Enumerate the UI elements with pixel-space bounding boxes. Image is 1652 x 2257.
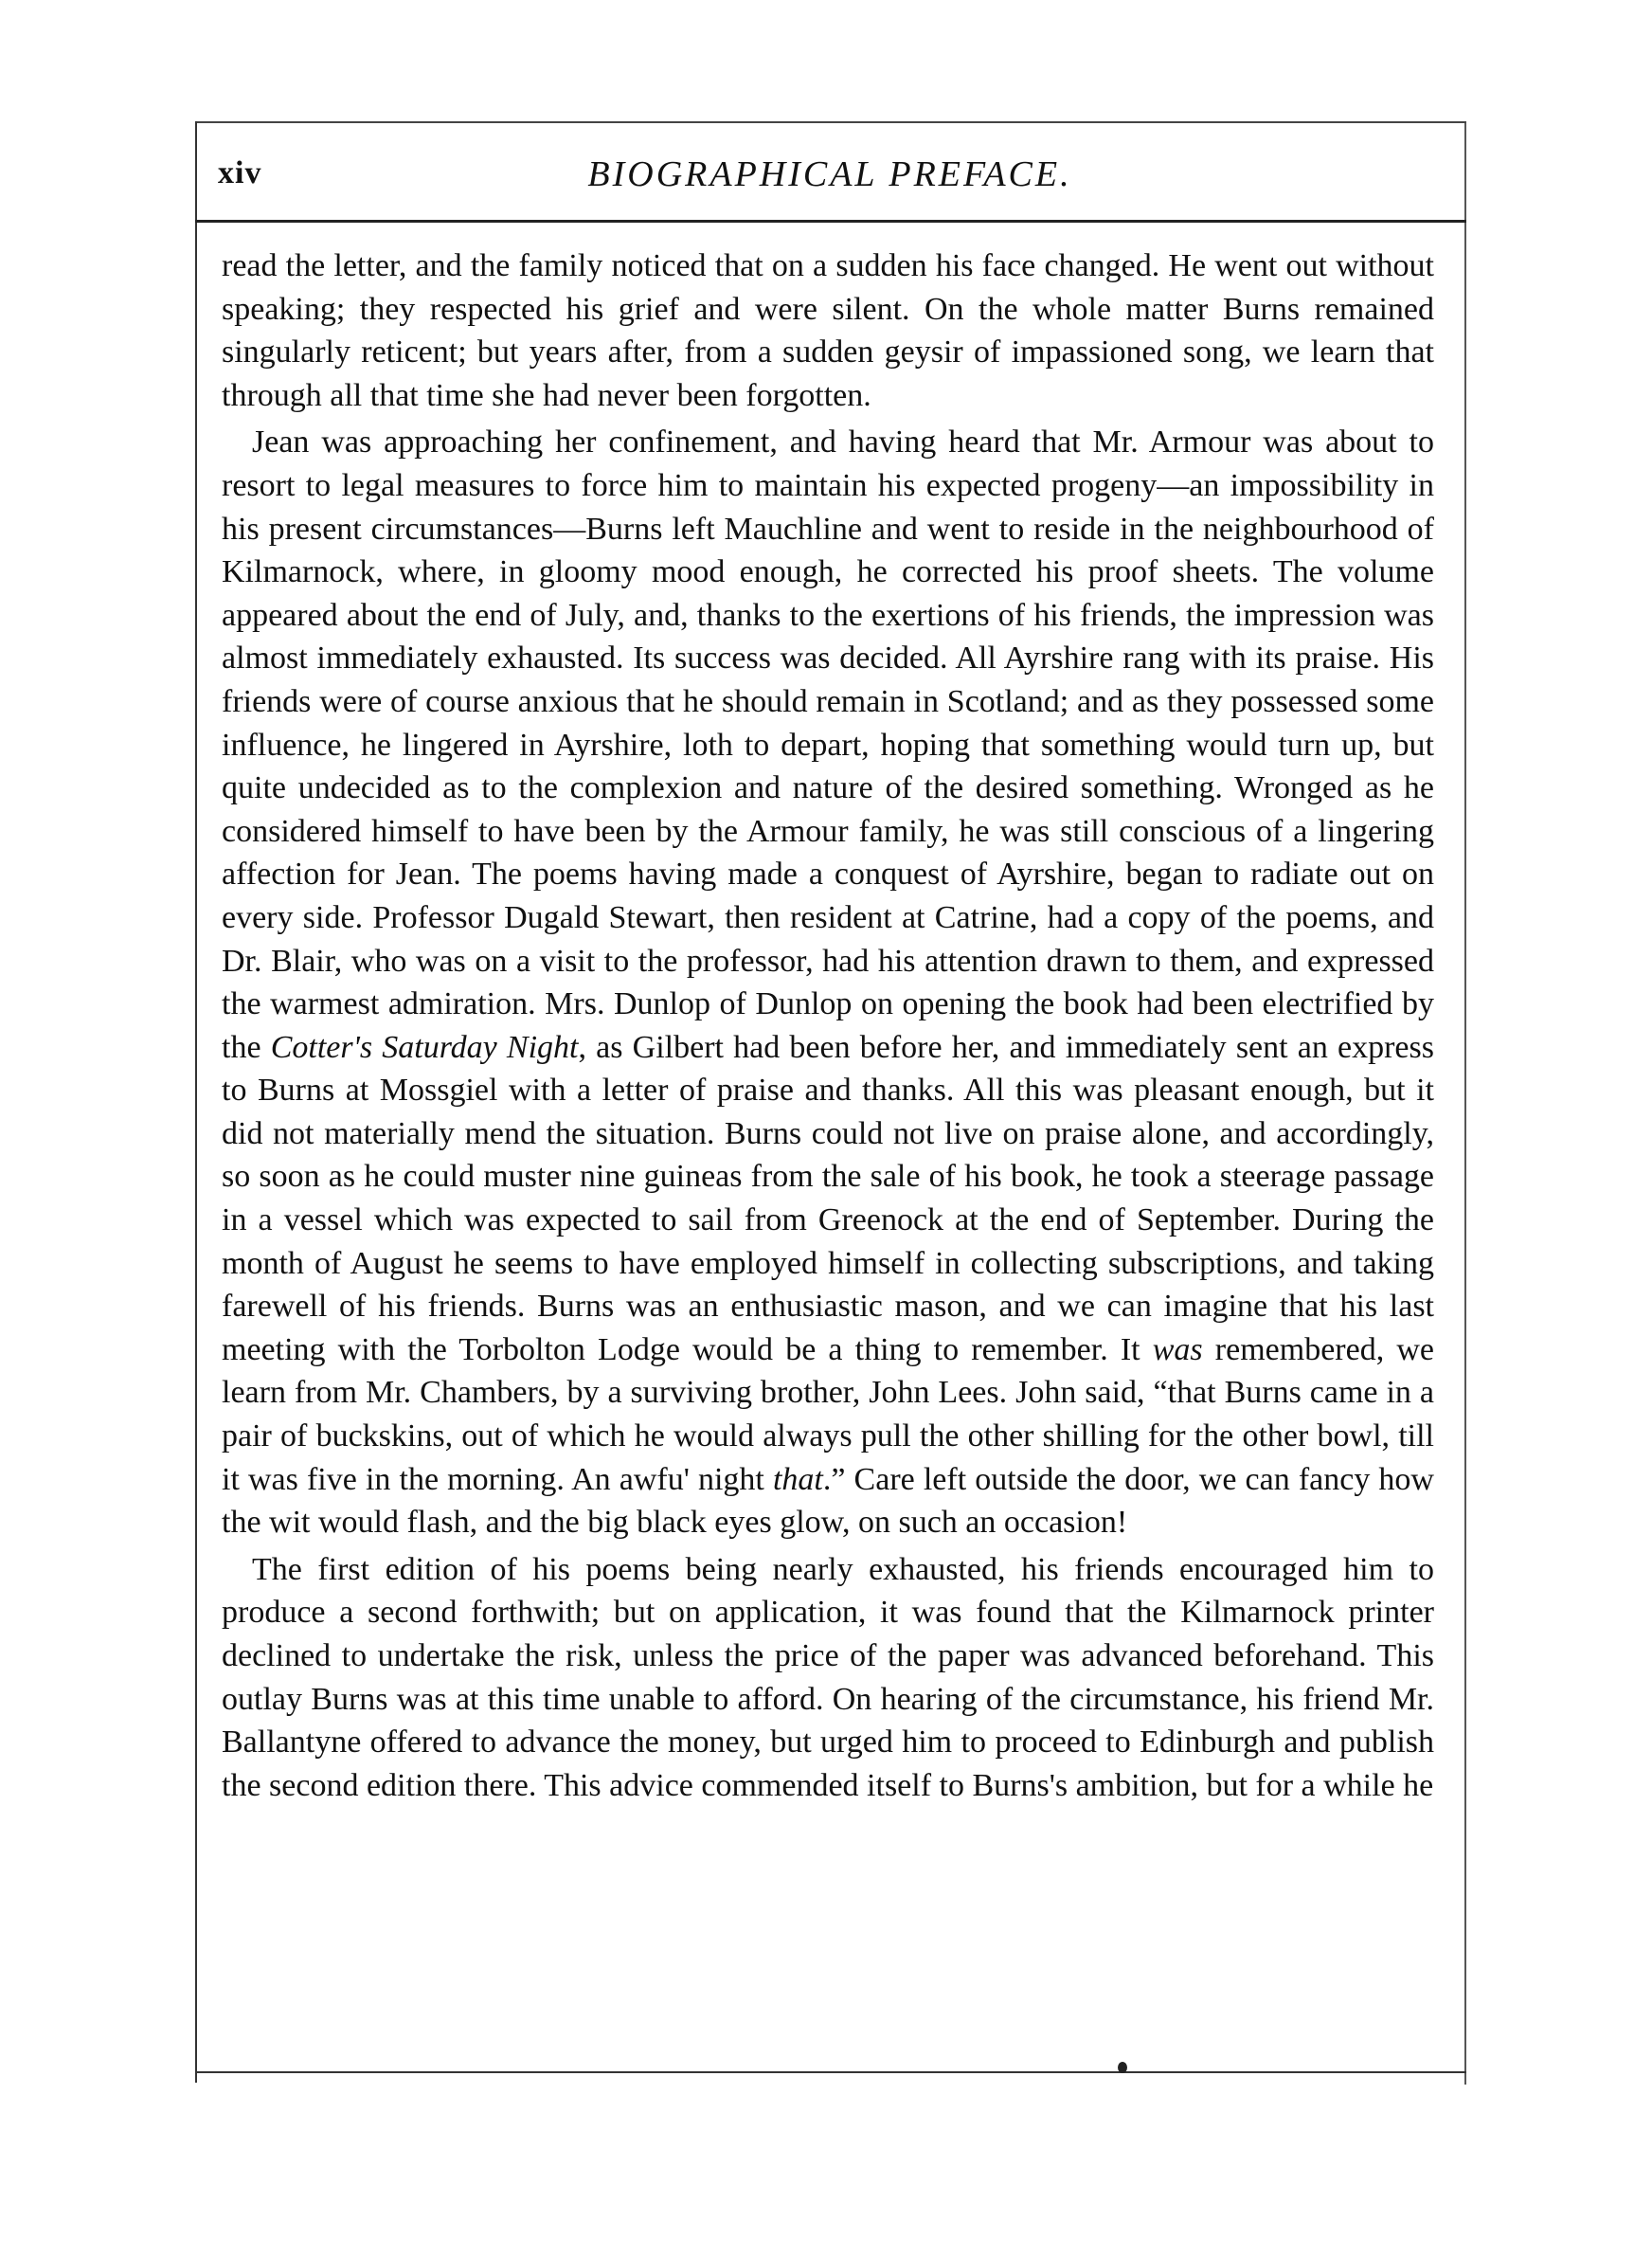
page-frame-left-rule <box>195 121 197 2083</box>
italic-text: was <box>1152 1331 1203 1367</box>
body-text <box>222 244 1434 1811</box>
footer-rule <box>195 2071 1466 2073</box>
body-paragraph <box>222 1548 1434 1808</box>
page-frame-right-rule <box>1464 123 1466 2085</box>
page-frame-top-rule <box>195 121 1466 123</box>
paragraph-text: remembered, we learn from Mr. Chambers, by a surviving brother, John Lees. John said, “that Burns came in a pair of buckskins, out of which he would always pull the other shilling for the other bowl, till it was five in the morning. An awfu' night <box>222 1331 1434 1497</box>
paragraph-text: Jean was approaching her confinement, and having heard that Mr. Armour was about to resort to legal measures to force him to maintain his expected progeny—an impossibility in his present circumstances—Burns left Mauchline and went to reside in the neighbourhood of Kilmarnock, where, in gloomy mood enough, he corrected his proof sheets. The volume appeared about the end of July, and, thanks to the exertions of his friends, the impression was almost immediately exhausted. Its success was decided. All Ayrshire rang with its praise. His friends were of course anxious that he should remain in Scotland; and as they possessed some influence, he lingered in Ayrshire, loth to depart, hoping that something would turn up, but quite undecided as to the complexion and nature of the desired something. Wronged as he considered himself to have been by the Armour family, he was still conscious of a lingering affection for Jean. The poems having made a conquest of Ayrshire, began to radiate out on every side. Professor Dugald Stewart, then resident at Catrine, had a copy of the poems, and Dr. Blair, who was on a visit to the professor, had his attention drawn to them, and expressed the warmest admiration. Mrs. Dunlop of Dunlop on opening the book had been electrified by the <box>222 424 1434 1065</box>
paragraph-text: read the letter, and the family noticed that on a sudden his face changed. He went out without speaking; they respected his grief and were silent. On the whole matter Burns remained singularly reticent; but years after, from a sudden geysir of impassioned song, we learn that through all that time she had never been forgotten. <box>222 248 1434 413</box>
page-number: xiv <box>218 155 262 190</box>
italic-text: that <box>772 1461 823 1497</box>
header-rule <box>195 220 1466 223</box>
paragraph-text: The first edition of his poems being nearly exhausted, his friends encouraged him to produce a second forthwith; but on application, it was found that the Kilmarnock printer declined to undertake the risk, unless the price of the paper was advanced beforehand. This outlay Burns was at this time unable to afford. On hearing of the circumstance, his friend Mr. Ballantyne offered to advance the money, but urged him to proceed to Edinburgh and publish the second edition there. This advice commended itself to Burns's ambition, but for a while he <box>222 1551 1434 1803</box>
paragraph-text: , as Gilbert had been before her, and immediately sent an express to Burns at Mossgiel with a letter of praise and thanks. All this was pleasant enough, but it did not materially mend the situation. Burns could not live on praise alone, and accordingly, so soon as he could muster nine guineas from the sale of his book, he took a steerage passage in a vessel which was expected to sail from Greenock at the end of September. During the month of August he seems to have employed himself in collecting subscriptions, and taking farewell of his friends. Burns was an enthusiastic mason, and we can imagine that his last meeting with the Torbolton Lodge would be a thing to remember. It <box>222 1029 1434 1367</box>
body-paragraph <box>222 244 1434 417</box>
body-paragraph <box>222 421 1434 1544</box>
paragraph-text: .” Care left outside the door, we can fancy how the wit would flash, and the big black eyes glow, on such an occasion! <box>222 1461 1434 1541</box>
page-header <box>214 152 1446 208</box>
running-title: BIOGRAPHICAL PREFACE. <box>587 154 1072 194</box>
italic-text: Cotter's Saturday Night <box>270 1029 579 1065</box>
footer-printer-mark <box>1118 2062 1127 2073</box>
